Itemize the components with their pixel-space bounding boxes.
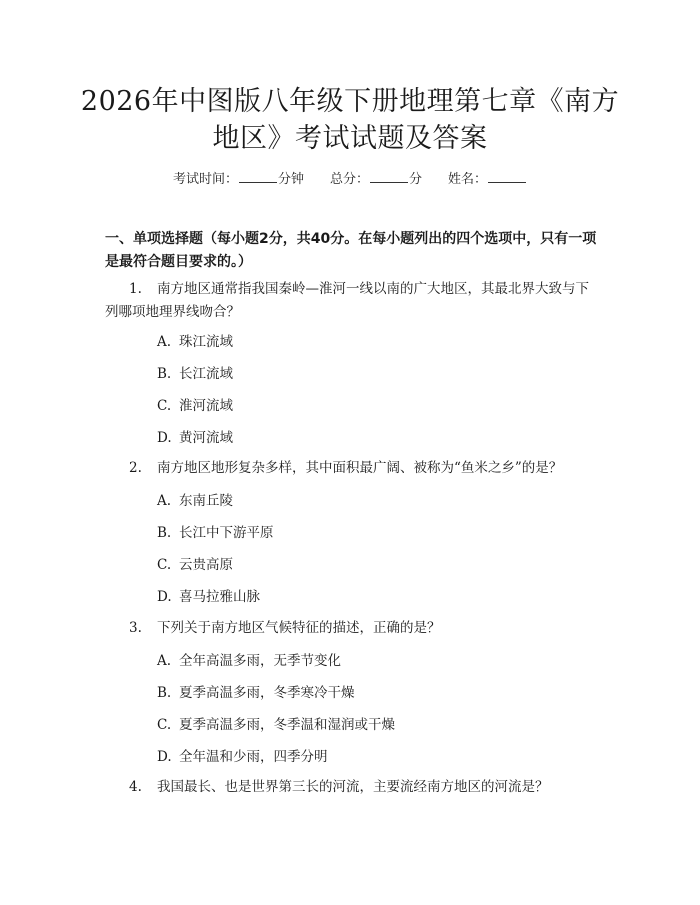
option-letter: B. — [157, 366, 172, 382]
question-number: 3. — [129, 620, 142, 636]
section-heading-line2: 是最符合题目要求的。） — [105, 254, 252, 270]
option-1a — [157, 332, 233, 352]
option-3d — [157, 747, 328, 767]
question-4 — [105, 775, 605, 800]
option-text: 黄河流域 — [179, 430, 233, 446]
question-2 — [105, 456, 605, 481]
name-label: 姓名： — [448, 172, 488, 187]
option-letter: B. — [157, 525, 172, 541]
option-text: 全年高温多雨，无季节变化 — [179, 653, 341, 669]
score-label: 总分： — [329, 172, 369, 187]
option-letter: A. — [157, 493, 172, 509]
option-letter: A. — [157, 653, 172, 669]
question-3 — [105, 616, 605, 641]
option-letter: C. — [157, 717, 172, 733]
name-blank — [488, 170, 526, 183]
option-2a — [157, 491, 233, 511]
question-number: 1. — [129, 281, 142, 297]
page-title-line2: 地区》考试试题及答案 — [212, 123, 488, 154]
question-text-line2: 列哪项地理界线吻合？ — [105, 304, 240, 320]
section-heading-line1: 一、单项选择题（每小题2分，共40分。在每小题列出的四个选项中，只有一项 — [105, 231, 597, 247]
option-text: 夏季高温多雨，冬季寒冷干燥 — [179, 685, 355, 701]
option-letter: C. — [157, 557, 172, 573]
option-2d — [157, 587, 260, 607]
time-label: 考试时间： — [172, 172, 238, 187]
option-letter: B. — [157, 685, 172, 701]
option-letter: A. — [157, 334, 172, 350]
option-text: 全年温和少雨，四季分明 — [179, 749, 328, 765]
question-text-line1: 南方地区地形复杂多样，其中面积最广阔、被称为“鱼米之乡”的是？ — [157, 460, 563, 476]
option-letter: D. — [157, 749, 172, 765]
option-text: 淮河流域 — [179, 398, 233, 414]
option-1c — [157, 396, 233, 416]
option-3c — [157, 715, 395, 735]
exam-info-row — [0, 168, 700, 187]
question-text-line1: 我国最长、也是世界第三长的河流，主要流经南方地区的河流是？ — [157, 779, 549, 795]
option-letter: D. — [157, 589, 172, 605]
option-1d — [157, 428, 233, 448]
option-text: 长江流域 — [179, 366, 233, 382]
option-letter: C. — [157, 398, 172, 414]
score-unit: 分 — [409, 172, 423, 187]
option-letter: D. — [157, 430, 172, 446]
option-text: 夏季高温多雨，冬季温和湿润或干燥 — [179, 717, 395, 733]
score-blank — [370, 170, 408, 183]
option-text: 喜马拉雅山脉 — [179, 589, 260, 605]
question-number: 4. — [129, 779, 142, 795]
option-1b — [157, 364, 233, 384]
page-title-line1: 2026年中图版八年级下册地理第七章《南方 — [80, 86, 620, 117]
question-1-cont — [105, 300, 605, 325]
question-text-line1: 南方地区通常指我国秦岭—淮河一线以南的广大地区，其最北界大致与下 — [157, 281, 589, 297]
time-unit: 分钟 — [277, 172, 304, 187]
option-text: 云贵高原 — [179, 557, 233, 573]
option-2c — [157, 555, 233, 575]
question-number: 2. — [129, 460, 142, 476]
time-blank — [239, 170, 277, 183]
question-text-line1: 下列关于南方地区气候特征的描述，正确的是？ — [157, 620, 441, 636]
option-text: 珠江流域 — [179, 334, 233, 350]
option-text: 长江中下游平原 — [179, 525, 274, 541]
question-1 — [105, 277, 605, 302]
option-3a — [157, 651, 341, 671]
option-3b — [157, 683, 355, 703]
option-2b — [157, 523, 274, 543]
option-text: 东南丘陵 — [179, 493, 233, 509]
